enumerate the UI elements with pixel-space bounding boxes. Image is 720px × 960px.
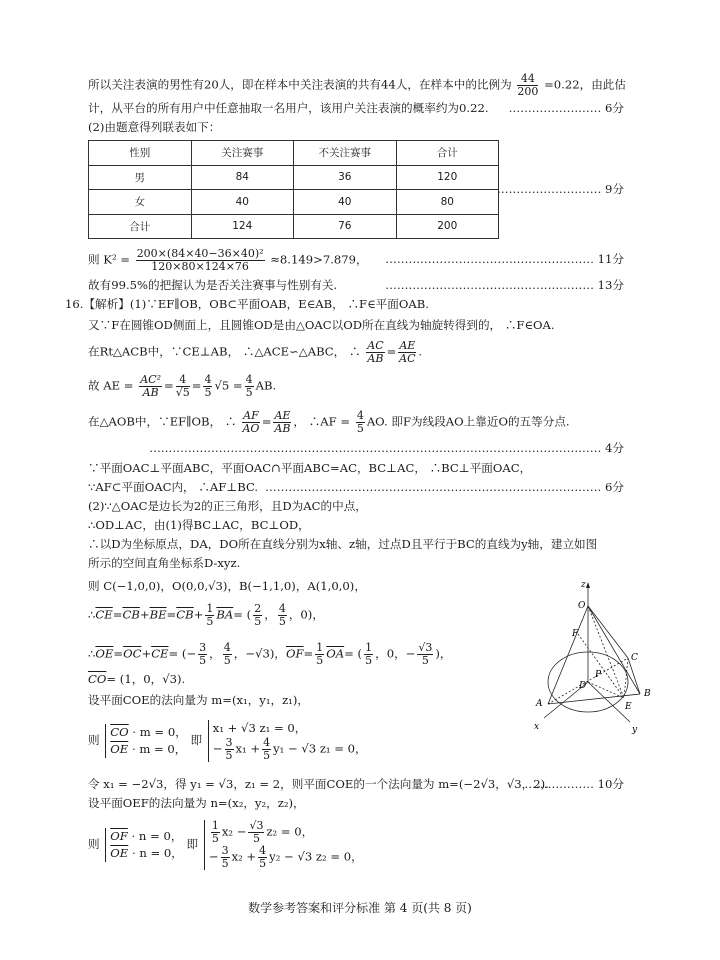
table-header-cell: 关注赛事 <box>191 141 294 166</box>
frac-den: 5 <box>204 386 212 399</box>
table-cell: 40 <box>191 190 294 215</box>
frac-num: 4 <box>204 373 212 386</box>
text-span: − <box>212 741 223 756</box>
vector: $\overline{CE}$ <box>151 646 169 661</box>
text-span: ∴ <box>88 646 96 661</box>
fraction <box>176 374 190 399</box>
text-line: ∵平面OAC⊥平面ABC，平面OAC∩平面ABC=AC，BC⊥AC， ∴BC⊥平面OAC， <box>88 461 532 475</box>
text-span: y₂ − √3 z₂ = 0， <box>269 849 363 864</box>
text-span: 即 <box>190 733 203 747</box>
score-mark: ……………………………………………………………………………………………………… 4分 <box>149 441 624 455</box>
text-span: · n = 0， <box>131 846 183 860</box>
text-span: ， <box>209 646 221 661</box>
cone-coordinate-figure <box>528 578 660 740</box>
frac-num: 4 <box>223 641 231 654</box>
fraction <box>223 642 232 667</box>
text-span: = <box>261 414 272 429</box>
frac-den: 5 <box>225 749 233 762</box>
fraction <box>203 374 212 399</box>
text-span: 即 <box>186 837 199 851</box>
fraction <box>205 603 214 628</box>
score-mark: ……………………… 9分 <box>497 182 624 196</box>
frac-num: AE <box>274 409 291 422</box>
point-label-o: O <box>578 601 586 611</box>
point-label-b: B <box>644 689 651 699</box>
vector: $\overline{CO}$ <box>88 672 107 686</box>
score-mark: …………………… 6分 <box>508 101 624 115</box>
fraction <box>278 603 287 628</box>
system-row <box>110 828 183 845</box>
frac-num: 44 <box>517 73 538 86</box>
text-span: − <box>208 849 219 864</box>
frac-den: 5 <box>356 422 364 435</box>
table-cell: 76 <box>294 214 397 239</box>
vector: $\overline{OA}$ <box>326 646 345 661</box>
text-span: = <box>163 378 174 393</box>
text-span: = <box>386 344 397 359</box>
point-label-e: E <box>625 702 632 712</box>
text-line: (2)由题意得列联表如下： <box>88 120 221 134</box>
frac-den: √5 <box>175 386 190 399</box>
system-brace <box>208 720 367 762</box>
text-line <box>88 374 276 399</box>
text-span: + <box>139 607 150 622</box>
axis-label-z: z <box>581 580 586 590</box>
text-line <box>88 340 422 365</box>
text-line <box>88 73 626 98</box>
fraction <box>211 820 220 845</box>
vector: $\overline{CB}$ <box>176 607 194 622</box>
text-span: AO. 即F为线段AO上靠近O的五等分点. <box>366 414 570 429</box>
text-span: x₁ + <box>235 741 261 756</box>
table-header-cell: 不关注赛事 <box>294 141 397 166</box>
fraction <box>366 340 384 365</box>
score-mark: …………………………………………………………………………… 6分 <box>265 480 624 494</box>
text-span: + <box>141 646 152 661</box>
frac-den: 5 <box>199 654 207 667</box>
score-mark: ……………… 10分 <box>524 777 624 791</box>
frac-num: 1 <box>211 819 219 832</box>
frac-den: 5 <box>254 615 262 628</box>
text-span: ∴ <box>88 607 96 622</box>
table-row <box>89 165 499 190</box>
table-row <box>89 214 499 239</box>
frac-num: AC² <box>140 373 161 386</box>
frac-den: 5 <box>223 654 231 667</box>
text-line: ∴OD⊥AC，由(1)得BC⊥AC，BC⊥OD， <box>88 518 310 532</box>
frac-den: 5 <box>211 832 219 845</box>
vector: $\overline{CB}$ <box>122 607 140 622</box>
table-header-cell: 性别 <box>89 141 192 166</box>
vector: $\overline{BE}$ <box>149 607 167 622</box>
text-span: 在△AOB中，∵EF∥OB， ∴ <box>88 414 237 429</box>
table-cell: 120 <box>396 165 499 190</box>
text-span: 故 AE = <box>88 378 134 393</box>
vector: $\overline{OF}$ <box>285 646 304 661</box>
frac-num: √3 <box>249 819 264 832</box>
table-header-cell: 合计 <box>396 141 499 166</box>
text-span: 则 <box>88 733 100 747</box>
text-span: z₂ = 0， <box>266 824 314 839</box>
table-cell: 36 <box>294 165 397 190</box>
text-span: ， ∴AF = <box>293 414 351 429</box>
text-span: · m = 0， <box>132 725 187 739</box>
text-span: )， <box>435 646 452 661</box>
text-span: x₂ − <box>221 824 247 839</box>
frac-num: 1 <box>206 602 214 615</box>
frac-den: AB <box>274 422 291 435</box>
text-span: √5 = <box>214 378 243 393</box>
contingency-table <box>88 140 499 239</box>
frac-num: 4 <box>278 602 286 615</box>
text-span: y₁ − √3 z₁ = 0， <box>273 741 367 756</box>
point-label-d: D <box>579 681 587 691</box>
fraction <box>242 410 260 435</box>
text-span: x₂ + <box>231 849 257 864</box>
fraction <box>356 410 365 435</box>
text-line <box>88 672 185 687</box>
frac-den: 5 <box>252 832 260 845</box>
text-span: ，−√3)， <box>233 646 286 661</box>
table-cell: 合计 <box>89 214 192 239</box>
fraction <box>262 737 271 762</box>
fraction <box>398 340 416 365</box>
frac-den: 5 <box>263 749 271 762</box>
frac-den: 5 <box>365 654 373 667</box>
system-brace <box>105 724 187 758</box>
frac-num: AC <box>367 339 384 352</box>
frac-den: 5 <box>421 654 429 667</box>
text-line: 令 x₁ = −2√3，得 y₁ = √3，z₁ = 2，则平面COE的一个法向量为 m=(−2√3，√3，2). <box>88 777 549 791</box>
text-line: 16.【解析】(1)∵EF∥OB，OB⊂平面OAB，E∈AB， ∴F∈平面OAB. <box>65 297 429 311</box>
fraction <box>253 603 262 628</box>
system-row <box>209 820 363 845</box>
system-row: x₁ + √3 z₁ = 0， <box>212 721 307 735</box>
frac-num: 1 <box>365 641 373 654</box>
text-line: 则 C(−1,0,0)，O(0,0,√3)，B(−1,1,0)，A(1,0,0)， <box>88 579 366 593</box>
text-span: = (1，0，√3). <box>106 672 186 686</box>
vector: $\overline{BA}$ <box>216 607 234 622</box>
frac-num: 4 <box>263 736 271 749</box>
frac-den: AC <box>399 352 416 365</box>
frac-num: AF <box>243 409 259 422</box>
text-span: = <box>303 646 314 661</box>
frac-den: 5 <box>278 615 286 628</box>
text-span: · m = 0， <box>131 742 187 756</box>
text-span: 所以关注表演的男性有20人，即在样本中关注表演的共有44人，在样本中的比例为 <box>88 77 512 92</box>
fraction <box>517 73 538 98</box>
page-footer: 数学参考答案和评分标准 第 4 页(共 8 页) <box>248 901 472 915</box>
table-cell: 80 <box>396 190 499 215</box>
fraction <box>258 845 267 870</box>
system-row <box>209 845 363 870</box>
vector: $\overline{OE}$ <box>95 646 114 661</box>
fraction <box>245 374 254 399</box>
vector-line <box>88 642 452 667</box>
frac-den: 5 <box>259 857 267 870</box>
frac-den: 120×80×124×76 <box>151 260 249 273</box>
frac-num: 3 <box>225 736 233 749</box>
point-label-a: A <box>536 699 543 709</box>
text-span: = <box>113 646 124 661</box>
text-line: 设平面OEF的法向量为 n=(x₂，y₂，z₂)， <box>88 796 305 810</box>
text-span: 则 <box>88 837 100 851</box>
text-span: + <box>193 607 204 622</box>
table-row <box>89 190 499 215</box>
vector: $\overline{OF}$ <box>110 829 128 843</box>
fraction <box>315 642 324 667</box>
frac-num: 200×(84×40−36×40)² <box>136 247 264 260</box>
frac-num: 1 <box>316 641 324 654</box>
system-brace <box>204 820 363 870</box>
text-line: ∵AF⊂平面OAC内， ∴AF⊥BC. <box>88 480 259 494</box>
frac-den: AB <box>367 352 384 365</box>
system-row <box>213 737 367 762</box>
frac-num: 3 <box>199 641 207 654</box>
score-mark: ……………………………………………… 11分 <box>385 252 624 266</box>
table-header-row <box>89 141 499 166</box>
text-span: = <box>112 607 123 622</box>
frac-num: 2 <box>254 602 262 615</box>
frac-den: 5 <box>316 654 324 667</box>
point-label-p: P <box>595 670 602 680</box>
frac-num: 3 <box>221 844 229 857</box>
table-cell: 男 <box>89 165 192 190</box>
fraction <box>139 374 162 399</box>
text-line <box>88 410 570 435</box>
text-line: ∴以D为坐标原点，DA，DO所在直线分别为x轴、z轴，过点D且平行于BC的直线为y轴，建立如图 <box>88 537 598 551</box>
fraction <box>248 820 264 845</box>
text-line: 所示的空间直角坐标系D-xyz. <box>88 556 241 570</box>
fraction <box>225 737 234 762</box>
text-span: = <box>191 378 202 393</box>
table-cell: 40 <box>294 190 397 215</box>
text-span: ≈8.149>7.879， <box>270 252 368 267</box>
table-cell: 124 <box>191 214 294 239</box>
fraction <box>417 642 433 667</box>
vector-line <box>88 603 324 628</box>
score-mark: ……………………………………………… 13分 <box>385 278 624 292</box>
fraction <box>198 642 207 667</box>
text-span: = <box>166 607 177 622</box>
axis-label-x: x <box>534 722 540 732</box>
table-cell: 200 <box>396 214 499 239</box>
equation-system <box>88 720 367 762</box>
frac-den: 5 <box>221 857 229 870</box>
frac-den: AO <box>242 422 260 435</box>
frac-num: 4 <box>245 373 253 386</box>
frac-num: AE <box>399 339 416 352</box>
text-span: 在Rt△ACB中，∵CE⊥AB， ∴△ACE∽△ABC， ∴ <box>88 344 361 359</box>
text-line: 计，从平台的所有用户中任意抽取一名用户，该用户关注表演的概率约为0.22. <box>88 101 489 115</box>
text-span: AB. <box>255 378 277 393</box>
text-span: = ( <box>233 607 252 622</box>
fraction <box>273 410 291 435</box>
frac-den: 5 <box>206 615 214 628</box>
text-line: 故有99.5%的把握认为是否关注赛事与性别有关. <box>88 278 338 292</box>
frac-den: AB <box>142 386 159 399</box>
frac-num: 4 <box>176 374 190 387</box>
text-span: ，0，− <box>375 646 416 661</box>
frac-num: 4 <box>356 409 364 422</box>
table-cell: 女 <box>89 190 192 215</box>
system-brace <box>105 828 183 862</box>
frac-den: 200 <box>517 85 539 98</box>
axis-label-y: y <box>632 725 638 735</box>
vector: $\overline{OE}$ <box>110 742 129 756</box>
fraction <box>221 845 230 870</box>
system-row <box>110 741 187 758</box>
text-span: = ( <box>344 646 363 661</box>
text-span: · n = 0， <box>131 829 183 843</box>
text-span: ， <box>264 607 276 622</box>
fraction <box>136 248 265 273</box>
text-span: = (− <box>168 646 197 661</box>
frac-num: 4 <box>259 844 267 857</box>
k2-formula <box>88 248 368 273</box>
vector: $\overline{CO}$ <box>110 725 129 739</box>
system-row <box>110 845 183 862</box>
text-span: ，0)， <box>288 607 324 622</box>
system-row <box>110 724 187 741</box>
frac-num: √3 <box>418 641 433 654</box>
equation-system <box>88 820 363 870</box>
text-span: 则 K² = <box>88 252 130 267</box>
table-cell: 84 <box>191 165 294 190</box>
vector: $\overline{OC}$ <box>123 646 142 661</box>
frac-den: 5 <box>245 386 253 399</box>
text-line: (2)∵△OAC是边长为2的正三角形，且D为AC的中点， <box>88 499 367 513</box>
text-span: . <box>418 344 423 359</box>
fraction <box>364 642 373 667</box>
point-label-f: F <box>572 629 579 639</box>
text-line: 设平面COE的法向量为 m=(x₁，y₁，z₁)， <box>88 693 309 707</box>
vector: $\overline{CE}$ <box>95 607 113 622</box>
text-span: =0.22，由此估 <box>544 77 626 92</box>
vector: $\overline{OE}$ <box>110 846 129 860</box>
text-line: 又∵F在圆锥OD侧面上，且圆锥OD是由△OAC以OD所在直线为轴旋转得到的， ∴F∈OA. <box>88 318 555 332</box>
point-label-c: C <box>631 653 638 663</box>
